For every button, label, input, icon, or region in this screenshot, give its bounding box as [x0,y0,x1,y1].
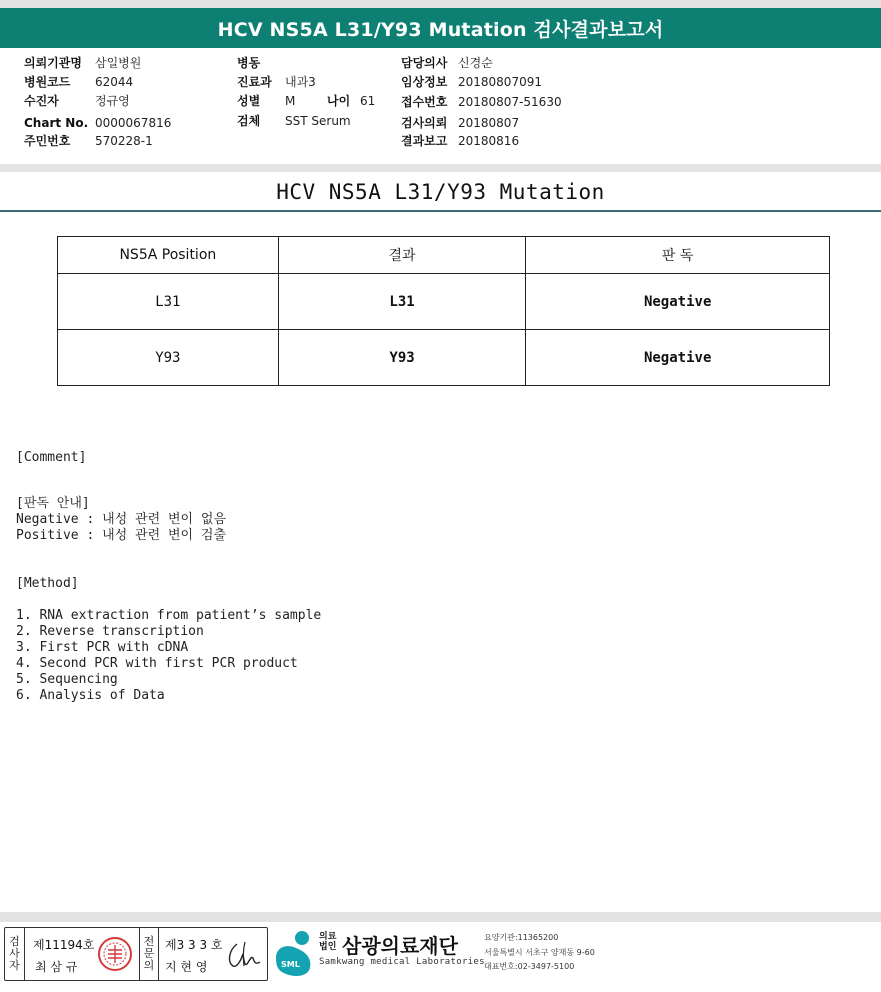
guide-heading: [판독 안내] [16,496,90,511]
test-title: HCV NS5A L31/Y93 Mutation [276,180,605,204]
sml-logo [272,926,602,982]
info-label: 성별 [237,94,261,108]
header-result: 결과 [278,237,526,274]
title-underline [0,210,881,212]
comment-heading: [Comment] [16,450,87,465]
method-step: 3. First PCR with cDNA [16,640,189,655]
report-title: HCV NS5A L31/Y93 Mutation 검사결과보고서 [0,8,881,48]
info-value: 62044 [95,75,134,89]
cell-result: Y93 [278,330,526,386]
table-row [58,274,830,330]
info-label: 임상정보 [401,75,448,89]
examiner-label [5,928,25,980]
info-value: 내과3 [285,75,316,89]
info-value: 삼일병원 [95,56,142,70]
sml-badge-text: SML [281,960,300,969]
info-value: 61 [360,94,376,108]
handwritten-signature [223,938,263,972]
method-step: 6. Analysis of Data [16,688,165,703]
sml-emblem-icon [272,928,316,978]
info-label: 병원코드 [24,75,71,89]
info-value: 정규영 [95,94,130,108]
method-step: 5. Sequencing [16,672,118,687]
info-label: 의뢰기관명 [24,56,82,70]
examiner-label-text: 검 사 자 [9,935,20,972]
negative-guide: Negative : 내성 관련 변이 없음 [16,512,227,527]
section-divider [0,164,881,172]
footer-divider [0,912,881,922]
method-step: 1. RNA extraction from patient’s sample [16,608,322,623]
top-margin-bar [0,0,881,8]
corp-label-line1: 의료 [319,932,337,942]
foundation-address: 서울특별시 서초구 양재동 9-60 [484,948,595,957]
info-label: 담당의사 [401,56,448,70]
results-table [57,236,830,386]
info-label: 병동 [237,56,261,70]
method-step: 4. Second PCR with first PCR product [16,656,298,671]
header-interpretation: 판 독 [526,237,830,274]
info-label: 주민번호 [24,134,71,148]
info-value: M [285,94,296,108]
info-label: 결과보고 [401,134,448,148]
cell-position: Y93 [58,330,279,386]
info-label: 나이 [327,94,351,108]
method-step: 2. Reverse transcription [16,624,204,639]
examiner-number: 제11194호 [33,938,95,952]
examiner-name: 최 삼 규 [35,960,78,974]
foundation-english-name: Samkwang medical Laboratories [319,957,485,967]
signature-box [4,927,268,981]
info-value: 20180807091 [458,75,542,89]
cell-result: L31 [278,274,526,330]
results-header-row [58,237,830,274]
info-value: 20180816 [458,134,520,148]
corp-label [319,932,336,952]
specialist-label [139,928,159,980]
institution-code: 요양기관:11365200 [484,933,559,942]
specialist-name: 지 현 영 [165,960,208,974]
seal-stamp-icon [97,936,133,972]
info-label: 접수번호 [401,95,448,109]
specialist-number: 제3 3 3 호 [165,938,223,952]
method-heading: [Method] [16,576,79,591]
table-row [58,330,830,386]
info-label: 진료과 [237,75,272,89]
patient-info-section [0,54,881,164]
info-value: 570228-1 [95,134,153,148]
info-value: 신경순 [458,56,493,70]
info-value: 20180807 [458,116,520,130]
comment-method-section [16,450,321,704]
info-label: 검사의뢰 [401,116,448,130]
info-label: 검체 [237,114,261,128]
info-value: 20180807-51630 [458,95,562,109]
info-value: 0000067816 [95,116,172,130]
info-value: SST Serum [285,114,351,128]
corp-label-line2: 법인 [319,942,337,952]
info-label: Chart No. [24,116,89,130]
foundation-phone: 대표번호:02-3497-5100 [484,962,575,971]
positive-guide: Positive : 내성 관련 변이 검출 [16,528,227,543]
cell-position: L31 [58,274,279,330]
info-label: 수진자 [24,94,59,108]
specialist-label-text: 전 문 의 [143,935,155,972]
cell-interpretation: Negative [526,330,830,386]
foundation-name: 삼광의료재단 [342,934,458,958]
cell-interpretation: Negative [526,274,830,330]
header-position: NS5A Position [58,237,279,274]
